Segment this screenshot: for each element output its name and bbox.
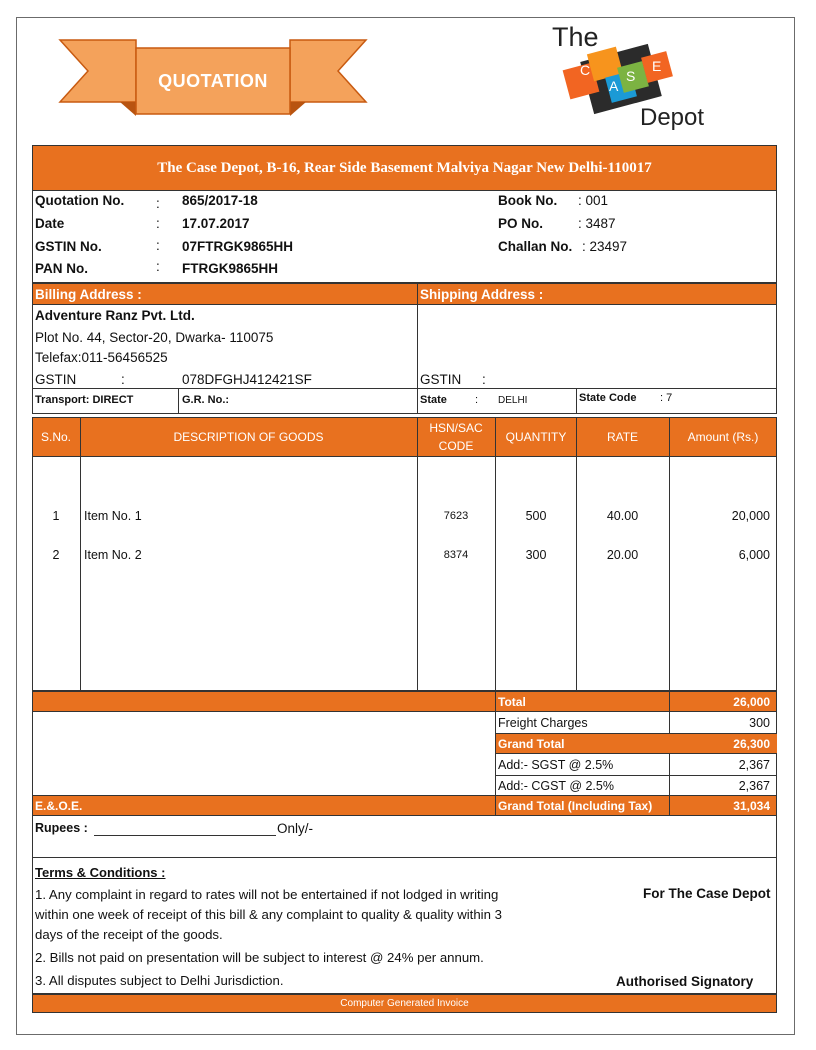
date-colon: : <box>156 216 160 231</box>
rupees-row <box>32 816 777 858</box>
shipping-gstin-label: GSTIN <box>420 372 462 387</box>
row1-hsn: 7623 <box>443 510 469 522</box>
state-label: State <box>420 394 447 406</box>
state-colon: : <box>475 394 479 406</box>
footer-bar: Computer Generated Invoice <box>32 994 777 1013</box>
row1-desc: Item No. 1 <box>84 509 142 523</box>
logo-letter-c: C <box>580 62 591 78</box>
authorised-signatory: Authorised Signatory <box>616 974 754 989</box>
pan-value: FTRGK9865HH <box>182 261 279 276</box>
grand-total-tax-value: 31,034 <box>733 799 770 813</box>
terms-title: Terms & Conditions : <box>35 865 166 880</box>
row1-qty: 500 <box>525 509 547 523</box>
logo-bottom-word: Depot <box>640 104 705 131</box>
state-code-value: : 7 <box>660 392 673 404</box>
col-sno-header: S.No. <box>40 430 71 444</box>
gstin-colon: : <box>156 238 160 253</box>
quotation-no-label: Quotation No. <box>35 193 125 208</box>
state-value: DELHI <box>498 395 528 406</box>
banner-title: QUOTATION <box>158 70 268 91</box>
logo-top-word: The <box>552 22 599 52</box>
terms-line-1: 1. Any complaint in regard to rates will not be entertained if not lodged in writing <box>35 887 499 902</box>
quotation-no-value: 865/2017-18 <box>182 193 258 208</box>
shipping-gstin-colon: : <box>482 372 486 387</box>
state-code-label: State Code <box>579 392 637 404</box>
transport-divider-1 <box>178 388 179 414</box>
rupees-blank-line <box>94 835 276 836</box>
rupees-label: Rupees : <box>35 821 88 835</box>
freight-value: 300 <box>749 716 770 730</box>
terms-line-4: 2. Bills not paid on presentation will be subject to interest @ 24% per annum. <box>35 950 484 965</box>
col-qty-header: QUANTITY <box>505 430 567 444</box>
po-no-value: : 3487 <box>578 216 616 231</box>
col-hsn-header: HSN/SAC CODE <box>429 421 483 453</box>
freight-label: Freight Charges <box>498 716 588 730</box>
totals-line-2 <box>496 775 777 776</box>
cgst-label: Add:- CGST @ 2.5% <box>498 779 614 793</box>
pan-colon: : <box>156 259 160 274</box>
grand-total-value: 26,300 <box>733 737 770 751</box>
billing-telefax: Telefax:011-56456525 <box>35 350 168 365</box>
billing-gstin-colon: : <box>121 372 125 387</box>
row2-sno: 2 <box>52 548 60 562</box>
row2-desc: Item No. 2 <box>84 548 142 562</box>
row2-hsn: 8374 <box>443 549 469 561</box>
gstin-label: GSTIN No. <box>35 239 102 254</box>
terms-line-3: days of the receipt of the goods. <box>35 927 223 942</box>
billing-gstin-value: 078DFGHJ412421SF <box>182 372 312 387</box>
items-body <box>32 457 777 691</box>
terms-line-5: 3. All disputes subject to Delhi Jurisdiction. <box>35 973 284 988</box>
book-no-value: : 001 <box>578 193 609 208</box>
billing-address-title: Billing Address : <box>35 287 142 302</box>
address-header-bar <box>32 283 777 305</box>
row1-sno: 1 <box>52 509 60 523</box>
sgst-label: Add:- SGST @ 2.5% <box>498 758 614 772</box>
transport-value: Transport: DIRECT <box>35 394 134 406</box>
sgst-value: 2,367 <box>738 758 770 772</box>
tax-bar-divider-2 <box>669 795 670 816</box>
total-label: Total <box>498 695 526 709</box>
quotation-no-colon: : <box>156 196 160 211</box>
gr-no-label: G.R. No.: <box>182 394 230 406</box>
tax-bar-divider-1 <box>495 795 496 816</box>
col-amount-header: Amount (Rs.) <box>687 430 759 444</box>
row1-amount: 20,000 <box>731 509 770 523</box>
billing-address-line: Plot No. 44, Sector-20, Dwarka- 110075 <box>35 330 274 345</box>
pan-label: PAN No. <box>35 261 88 276</box>
row2-qty: 300 <box>525 548 547 562</box>
challan-no-label: Challan No. <box>498 239 573 254</box>
info-block <box>32 190 777 283</box>
shipping-address-title: Shipping Address : <box>420 287 544 302</box>
total-bar <box>32 691 777 712</box>
grand-total-label: Grand Total <box>498 737 565 751</box>
company-address-bar: The Case Depot, B-16, Rear Side Basement Malviya Nagar New Delhi-110017 <box>32 145 777 191</box>
date-label: Date <box>35 216 65 231</box>
grand-total-tax-bar <box>32 795 777 816</box>
billing-gstin-label: GSTIN <box>35 372 77 387</box>
row2-amount: 6,000 <box>738 548 770 562</box>
rupees-suffix: Only/- <box>277 821 314 836</box>
total-value: 26,000 <box>733 695 770 709</box>
logo-letter-s: S <box>626 68 636 84</box>
transport-divider-2 <box>576 388 577 414</box>
col-rate-header: RATE <box>606 430 639 444</box>
terms-line-2: within one week of receipt of this bill & any complaint to quality & quality within 3 <box>35 907 502 922</box>
logo-letter-a: A <box>609 78 619 94</box>
eoe-label: E.&.O.E. <box>35 799 83 813</box>
cgst-value: 2,367 <box>738 779 770 793</box>
col-desc-header: DESCRIPTION OF GOODS <box>173 430 324 444</box>
po-no-label: PO No. <box>498 216 544 231</box>
for-company: For The Case Depot <box>643 886 771 901</box>
book-no-label: Book No. <box>498 193 558 208</box>
gstin-value: 07FTRGK9865HH <box>182 239 294 254</box>
grand-total-tax-label: Grand Total (Including Tax) <box>498 799 653 813</box>
date-value: 17.07.2017 <box>182 216 250 231</box>
challan-no-value: : 23497 <box>582 239 628 254</box>
row1-rate: 40.00 <box>606 509 639 523</box>
row2-rate: 20.00 <box>606 548 639 562</box>
logo-letter-e: E <box>652 58 662 74</box>
billing-name: Adventure Ranz Pvt. Ltd. <box>35 308 195 323</box>
col-divider-1 <box>80 417 81 691</box>
